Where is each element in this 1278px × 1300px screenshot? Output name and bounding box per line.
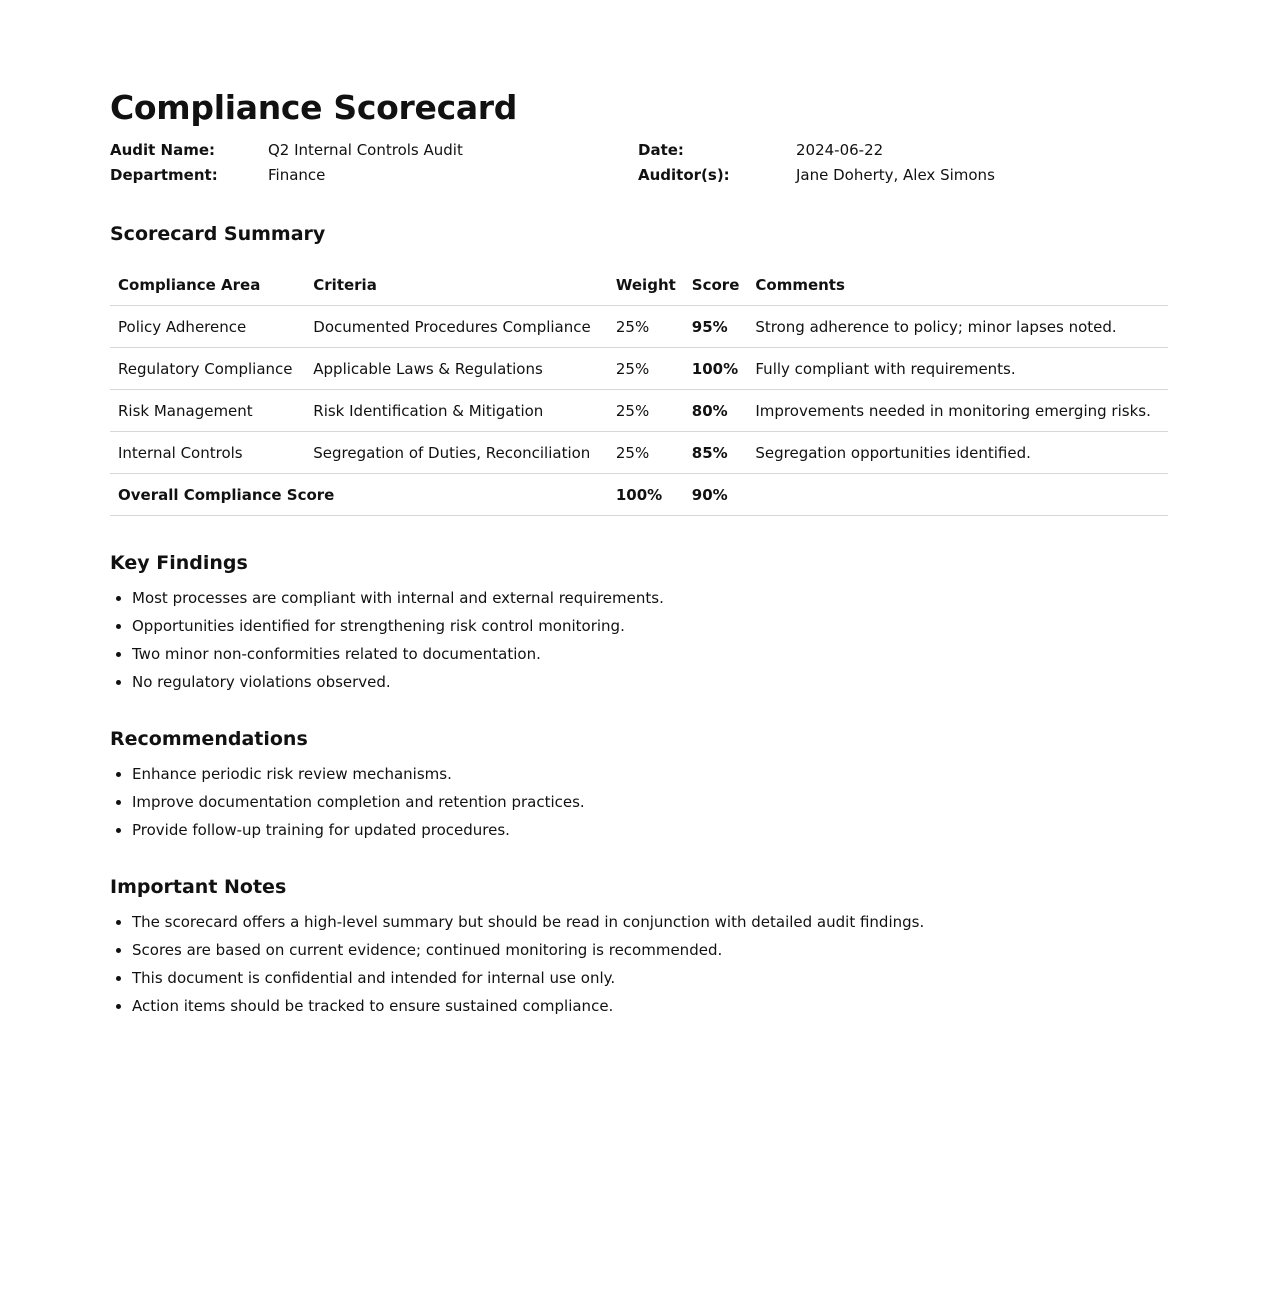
total-comments-cell — [747, 474, 1168, 516]
column-header-weight: Weight — [608, 264, 684, 306]
criteria-cell: Risk Identification & Mitigation — [305, 390, 608, 432]
list-item: • Enhance periodic risk review mechanisms. — [132, 760, 1168, 788]
criteria-cell: Segregation of Duties, Reconciliation — [305, 432, 608, 474]
key-findings-list — [110, 584, 1168, 696]
column-header-criteria: Criteria — [305, 264, 608, 306]
department-value: Finance — [268, 166, 326, 184]
key-findings-heading: Key Findings — [110, 552, 248, 574]
weight-cell: 25% — [608, 306, 684, 348]
comments-cell: Improvements needed in monitoring emerging risks. — [747, 390, 1168, 432]
recommendations-list — [110, 760, 1168, 844]
area-cell: Internal Controls — [110, 432, 305, 474]
column-header-comments: Comments — [747, 264, 1168, 306]
weight-cell: 25% — [608, 348, 684, 390]
audit-name-label: Audit Name: — [110, 141, 216, 159]
comments-cell: Strong adherence to policy; minor lapses noted. — [747, 306, 1168, 348]
summary-heading: Scorecard Summary — [110, 223, 326, 245]
total-label: Overall Compliance Score — [110, 474, 608, 516]
auditors-value: Jane Doherty, Alex Simons — [796, 166, 995, 184]
area-cell: Policy Adherence — [110, 306, 305, 348]
score-cell: 95% — [684, 306, 748, 348]
table-row — [110, 306, 1168, 348]
weight-cell: 25% — [608, 390, 684, 432]
column-header-area: Compliance Area — [110, 264, 305, 306]
list-item: • The scorecard offers a high-level summary but should be read in conjunction with detailed audit findings. — [132, 908, 1168, 936]
auditors-label: Auditor(s): — [638, 166, 730, 184]
list-item: • No regulatory violations observed. — [132, 668, 1168, 696]
date-label: Date: — [638, 141, 684, 159]
score-cell: 100% — [684, 348, 748, 390]
list-item: • Scores are based on current evidence; continued monitoring is recommended. — [132, 936, 1168, 964]
area-cell: Risk Management — [110, 390, 305, 432]
date-value: 2024-06-22 — [796, 141, 884, 159]
important-notes-heading: Important Notes — [110, 876, 287, 898]
criteria-cell: Applicable Laws & Regulations — [305, 348, 608, 390]
list-item: • This document is confidential and intended for internal use only. — [132, 964, 1168, 992]
audit-name-value: Q2 Internal Controls Audit — [268, 141, 463, 159]
column-header-score: Score — [684, 264, 748, 306]
criteria-cell: Documented Procedures Compliance — [305, 306, 608, 348]
total-score: 90% — [684, 474, 748, 516]
table-row — [110, 390, 1168, 432]
important-notes-list — [110, 908, 1168, 1020]
list-item: • Improve documentation completion and retention practices. — [132, 788, 1168, 816]
table-row — [110, 432, 1168, 474]
scorecard-document — [110, 0, 1168, 1020]
table-row — [110, 348, 1168, 390]
total-row — [110, 474, 1168, 516]
total-weight: 100% — [608, 474, 684, 516]
recommendations-heading: Recommendations — [110, 728, 308, 750]
list-item: • Opportunities identified for strengthening risk control monitoring. — [132, 612, 1168, 640]
list-item: • Most processes are compliant with internal and external requirements. — [132, 584, 1168, 612]
score-cell: 85% — [684, 432, 748, 474]
list-item: • Two minor non-conformities related to documentation. — [132, 640, 1168, 668]
list-item: • Action items should be tracked to ensure sustained compliance. — [132, 992, 1168, 1020]
scorecard-table — [110, 264, 1168, 516]
weight-cell: 25% — [608, 432, 684, 474]
comments-cell: Segregation opportunities identified. — [747, 432, 1168, 474]
area-cell: Regulatory Compliance — [110, 348, 305, 390]
table-header-row — [110, 264, 1168, 306]
list-item: • Provide follow-up training for updated procedures. — [132, 816, 1168, 844]
comments-cell: Fully compliant with requirements. — [747, 348, 1168, 390]
page-title: Compliance Scorecard — [110, 88, 518, 127]
score-cell: 80% — [684, 390, 748, 432]
audit-meta — [110, 141, 1168, 185]
department-label: Department: — [110, 166, 218, 184]
